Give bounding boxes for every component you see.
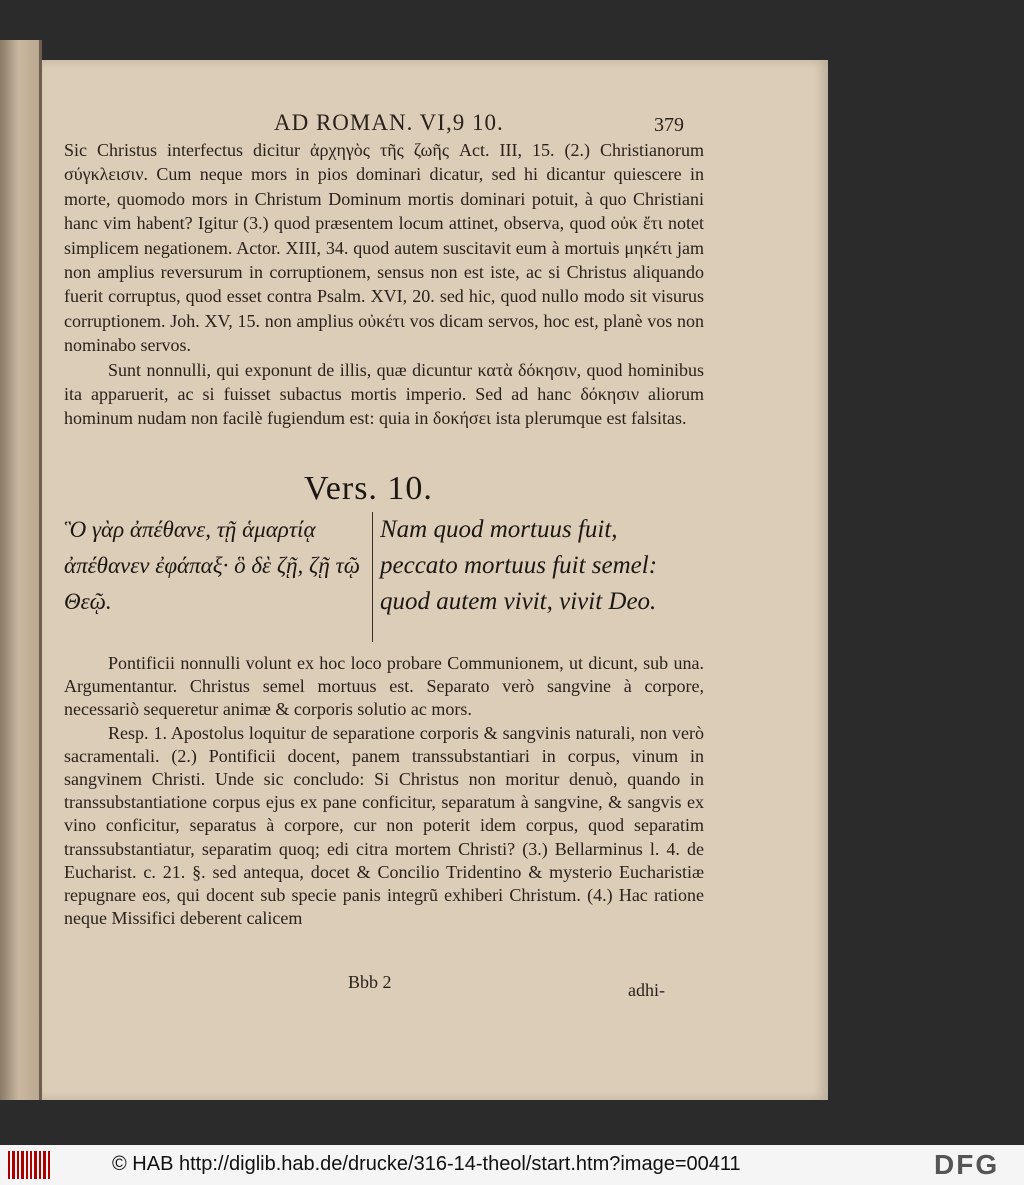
- paragraph: Sic Christus interfectus dicitur ἀρχηγὸς τῆς ζωῆς Act. III, 15. (2.) Christianorum σύγκλεισιν. Cum neque mors in pios dominari dicatur, sed hi dicantur quiescere in morte, quomodo mors in Christum Dominum mortis dominari potuit, à quo Christiani hanc vim habent? Igitur (3.) quod præsentem locum attinet, observa, quod οὐκ ἔτι notet simplicem negationem. Actor. XIII, 34. quod autem suscitavit eum à mortuis μηκέτι jam non amplius reversurum in corruptionem, sensus non est iste, ac si Christus aliquando fuerit corruptus, quod esset contra Psalm. XVI, 20. sed hic, quod nullo modo sit visurus corruptionem. Joh. XV, 15. non amplius οὐκέτι vos dicam servos, hoc est, planè vos non nominabo servos.: [64, 140, 704, 356]
- signature-mark: Bbb 2: [348, 972, 392, 992]
- viewer-footer: [0, 1145, 1024, 1185]
- dfg-logo: DFG: [934, 1149, 1000, 1180]
- copyright-url[interactable]: © HAB http://diglib.hab.de/drucke/316-14-theol/start.htm?image=00411: [112, 1153, 741, 1175]
- paragraph: Pontificii nonnulli volunt ex hoc loco probare Communionem, ut dicunt, sub una. Argumentantur. Christus semel mortuus est. Separato verò sangvine à corpore, necessariò sequeretur animæ & corporis solutio ac mors.: [64, 653, 704, 720]
- column-divider: [372, 512, 373, 642]
- latin-verse-text: Nam quod mortuus fuit, peccato mortuus fuit semel: quod autem vivit, vivit Deo.: [380, 516, 658, 615]
- paragraph: Resp. 1. Apostolus loquitur de separatione corporis & sangvinis naturali, non verò sacramentali. (2.) Pontificii docent, panem transsubstantiari in corpus, vinum in sangvinem Christi. Unde sic concludo: Si Christus non moritur denuò, quando in transsubstantiatione corpus ejus ex pane conficitur, separatum à sangvine, & sangvis ex vino conficitur, separatus à corpore, cur non poterit idem corpus, quod separatim transsubstantiatur, separatim quoq; edi citra mortem Christi? (3.) Bellarminus l. 4. de Eucharist. c. 21. §. sed antequa, docet & Concilio Tridentino & mysterio Eucharistiæ repugnare eos, qui docent sub specie panis integrũ exhiberi Christum. (4.) Hac ratione neque Missifici deberent calicem: [64, 722, 704, 929]
- verse-heading: Vers. 10.: [304, 470, 433, 507]
- body-text-bottom: [64, 652, 704, 930]
- page-number: 379: [654, 114, 684, 136]
- book-spine-left-page: [0, 40, 42, 1100]
- body-text-top: [64, 138, 704, 431]
- book-page: [42, 60, 828, 1100]
- greek-verse-text: Ὃ γὰρ ἀπέθανε, τῇ ἁμαρτίᾳ ἀπέθανεν ἐφάπαξ· ὃ δὲ ζῇ, ζῇ τῷ Θεῷ.: [64, 517, 360, 614]
- running-header: AD ROMAN. VI,9 10.: [274, 110, 504, 135]
- paragraph: Sunt nonnulli, qui exponunt de illis, quæ dicuntur κατὰ δόκησιν, quod hominibus ita apparuerit, ac si fuisset subactus mortis imperio. Sed ad hanc δόκησιν aliorum hominum nudam non facilè fugiendum est: quia in δοκήσει ista plerumque est falsitas.: [64, 359, 704, 429]
- hab-barcode-icon: [8, 1151, 50, 1179]
- catchword: adhi-: [628, 980, 665, 1000]
